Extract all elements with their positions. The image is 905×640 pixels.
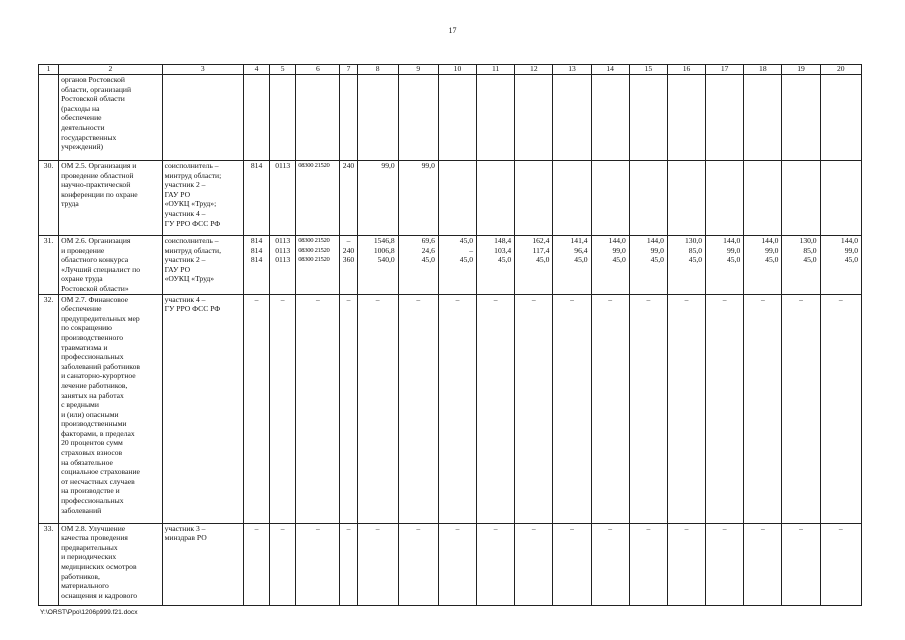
table-cell: 99,0 <box>357 161 398 236</box>
program-table <box>38 64 862 606</box>
dash-cell: – <box>820 294 861 523</box>
col-header: 3 <box>162 65 243 75</box>
table-cell: 144,0 99,0 45,0 <box>820 236 861 295</box>
dash-cell: – <box>515 294 553 523</box>
table-cell <box>706 161 744 236</box>
dash-cell: – <box>477 294 515 523</box>
dash-cell: – <box>296 523 340 605</box>
header-row <box>39 65 862 75</box>
col-header: 4 <box>243 65 269 75</box>
dash-cell: – <box>515 523 553 605</box>
table-cell <box>782 75 820 161</box>
dash-cell: – <box>477 523 515 605</box>
executor-cell: участник 4 – ГУ РРО ФСС РФ <box>162 294 243 523</box>
measure-name-cell: ОМ 2.8. Улучшение качества проведения предварительных и периодических медицинских осмотров работников, материального оснащения и кадрового <box>59 523 163 605</box>
measure-name-cell: ОМ 2.5. Организация и проведение областной научно-практической конференции по охране труда <box>59 161 163 236</box>
table-cell <box>296 75 340 161</box>
table-cell: 148,4 103,4 45,0 <box>477 236 515 295</box>
col-header: 10 <box>438 65 476 75</box>
col-header: 6 <box>296 65 340 75</box>
table-row <box>39 294 862 523</box>
table-cell: 08300 21520 08300 21520 08300 21520 <box>296 236 340 295</box>
col-header: 8 <box>357 65 398 75</box>
table-row <box>39 75 862 161</box>
table-cell: 99,0 <box>398 161 438 236</box>
table-row <box>39 161 862 236</box>
col-header: 14 <box>591 65 629 75</box>
col-header: 15 <box>629 65 667 75</box>
dash-cell: – <box>398 294 438 523</box>
table-cell <box>667 161 705 236</box>
table-cell: – 240 360 <box>340 236 357 295</box>
table-cell <box>243 75 269 161</box>
dash-cell: – <box>243 523 269 605</box>
row-number: 32. <box>39 294 59 523</box>
row-number: 33. <box>39 523 59 605</box>
file-path-footer: Y:\ORST\Ppo\1206p999.f21.docx <box>40 609 138 616</box>
col-header: 2 <box>59 65 163 75</box>
dash-cell: – <box>553 523 591 605</box>
col-header: 20 <box>820 65 861 75</box>
table-cell <box>744 161 782 236</box>
table-cell <box>398 75 438 161</box>
table-cell: 141,4 96,4 45,0 <box>553 236 591 295</box>
measure-name-cell: ОМ 2.7. Финансовое обеспечение предупредительных мер по сокращению производственного травматизма и профессиональных заболеваний работников и санаторно-курортное лечение работников, занятых на работах с вредными и (или) опасными производственными факторами, в пределах 20 процентов сумм страховых взносов на обязательное социальное страхование от несчастных случаев на производстве и профессиональных заболеваний <box>59 294 163 523</box>
table-cell <box>629 161 667 236</box>
dash-cell: – <box>270 294 296 523</box>
table-cell <box>515 161 553 236</box>
table-cell <box>553 161 591 236</box>
table-cell: 144,0 99,0 45,0 <box>591 236 629 295</box>
col-header: 12 <box>515 65 553 75</box>
dash-cell: – <box>667 294 705 523</box>
table-cell <box>553 75 591 161</box>
table-cell: 144,0 99,0 45,0 <box>744 236 782 295</box>
table-cell <box>270 75 296 161</box>
dash-cell: – <box>629 523 667 605</box>
table-cell <box>438 75 476 161</box>
table-cell: 814 <box>243 161 269 236</box>
dash-cell: – <box>243 294 269 523</box>
measure-name-cell: ОМ 2.6. Организация и проведение областного конкурса «Лучший специалист по охране труда Ростовской области» <box>59 236 163 295</box>
dash-cell: – <box>340 294 357 523</box>
dash-cell: – <box>553 294 591 523</box>
dash-cell: – <box>438 294 476 523</box>
executor-cell: соисполнитель – минтруд области, участник 2 – ГАУ РО «ОУКЦ «Труд» <box>162 236 243 295</box>
table-cell: 1546,8 1006,8 540,0 <box>357 236 398 295</box>
col-header: 19 <box>782 65 820 75</box>
row-number: 30. <box>39 161 59 236</box>
table-cell <box>438 161 476 236</box>
table-cell: 814 814 814 <box>243 236 269 295</box>
table-row <box>39 523 862 605</box>
measure-name-cell: органов Ростовской области, организаций Ростовской области (расходы на обеспечение деятельности государственных учреждений) <box>59 75 163 161</box>
dash-cell: – <box>782 294 820 523</box>
col-header: 1 <box>39 65 59 75</box>
col-header: 18 <box>744 65 782 75</box>
executor-cell: соисполнитель – минтруд области; участник 2 – ГАУ РО «ОУКЦ «Труд»; участник 4 – ГУ РРО ФСС РФ <box>162 161 243 236</box>
col-header: 11 <box>477 65 515 75</box>
table-cell <box>744 75 782 161</box>
dash-cell: – <box>357 523 398 605</box>
table-row <box>39 236 862 295</box>
table-cell: 240 <box>340 161 357 236</box>
dash-cell: – <box>820 523 861 605</box>
table-cell: 69,6 24,6 45,0 <box>398 236 438 295</box>
table-cell: 130,0 85,0 45,0 <box>782 236 820 295</box>
dash-cell: – <box>667 523 705 605</box>
col-header: 7 <box>340 65 357 75</box>
dash-cell: – <box>296 294 340 523</box>
col-header: 16 <box>667 65 705 75</box>
dash-cell: – <box>629 294 667 523</box>
table-cell <box>820 75 861 161</box>
row-number: 31. <box>39 236 59 295</box>
table-cell: 08300 21520 <box>296 161 340 236</box>
col-header: 5 <box>270 65 296 75</box>
dash-cell: – <box>744 294 782 523</box>
table-cell <box>667 75 705 161</box>
dash-cell: – <box>438 523 476 605</box>
table-cell: 144,0 99,0 45,0 <box>629 236 667 295</box>
table-cell <box>629 75 667 161</box>
table-cell <box>477 161 515 236</box>
table-cell <box>162 75 243 161</box>
table-cell <box>340 75 357 161</box>
table-cell: 162,4 117,4 45,0 <box>515 236 553 295</box>
table-cell <box>477 75 515 161</box>
table-cell <box>515 75 553 161</box>
dash-cell: – <box>706 294 744 523</box>
col-header: 13 <box>553 65 591 75</box>
executor-cell: участник 3 – минздрав РО <box>162 523 243 605</box>
table-cell <box>39 75 59 161</box>
dash-cell: – <box>706 523 744 605</box>
dash-cell: – <box>744 523 782 605</box>
dash-cell: – <box>340 523 357 605</box>
dash-cell: – <box>270 523 296 605</box>
dash-cell: – <box>398 523 438 605</box>
table-cell <box>591 161 629 236</box>
table-cell <box>782 161 820 236</box>
col-header: 9 <box>398 65 438 75</box>
dash-cell: – <box>591 294 629 523</box>
page-number: 17 <box>448 26 457 35</box>
table-cell: 130,0 85,0 45,0 <box>667 236 705 295</box>
table-cell <box>820 161 861 236</box>
table-cell: 0113 <box>270 161 296 236</box>
dash-cell: – <box>591 523 629 605</box>
col-header: 17 <box>706 65 744 75</box>
dash-cell: – <box>357 294 398 523</box>
table-cell <box>706 75 744 161</box>
table-cell: 45,0 – 45,0 <box>438 236 476 295</box>
table-cell: 0113 0113 0113 <box>270 236 296 295</box>
dash-cell: – <box>782 523 820 605</box>
table-cell <box>591 75 629 161</box>
table-cell <box>357 75 398 161</box>
table-cell: 144,0 99,0 45,0 <box>706 236 744 295</box>
